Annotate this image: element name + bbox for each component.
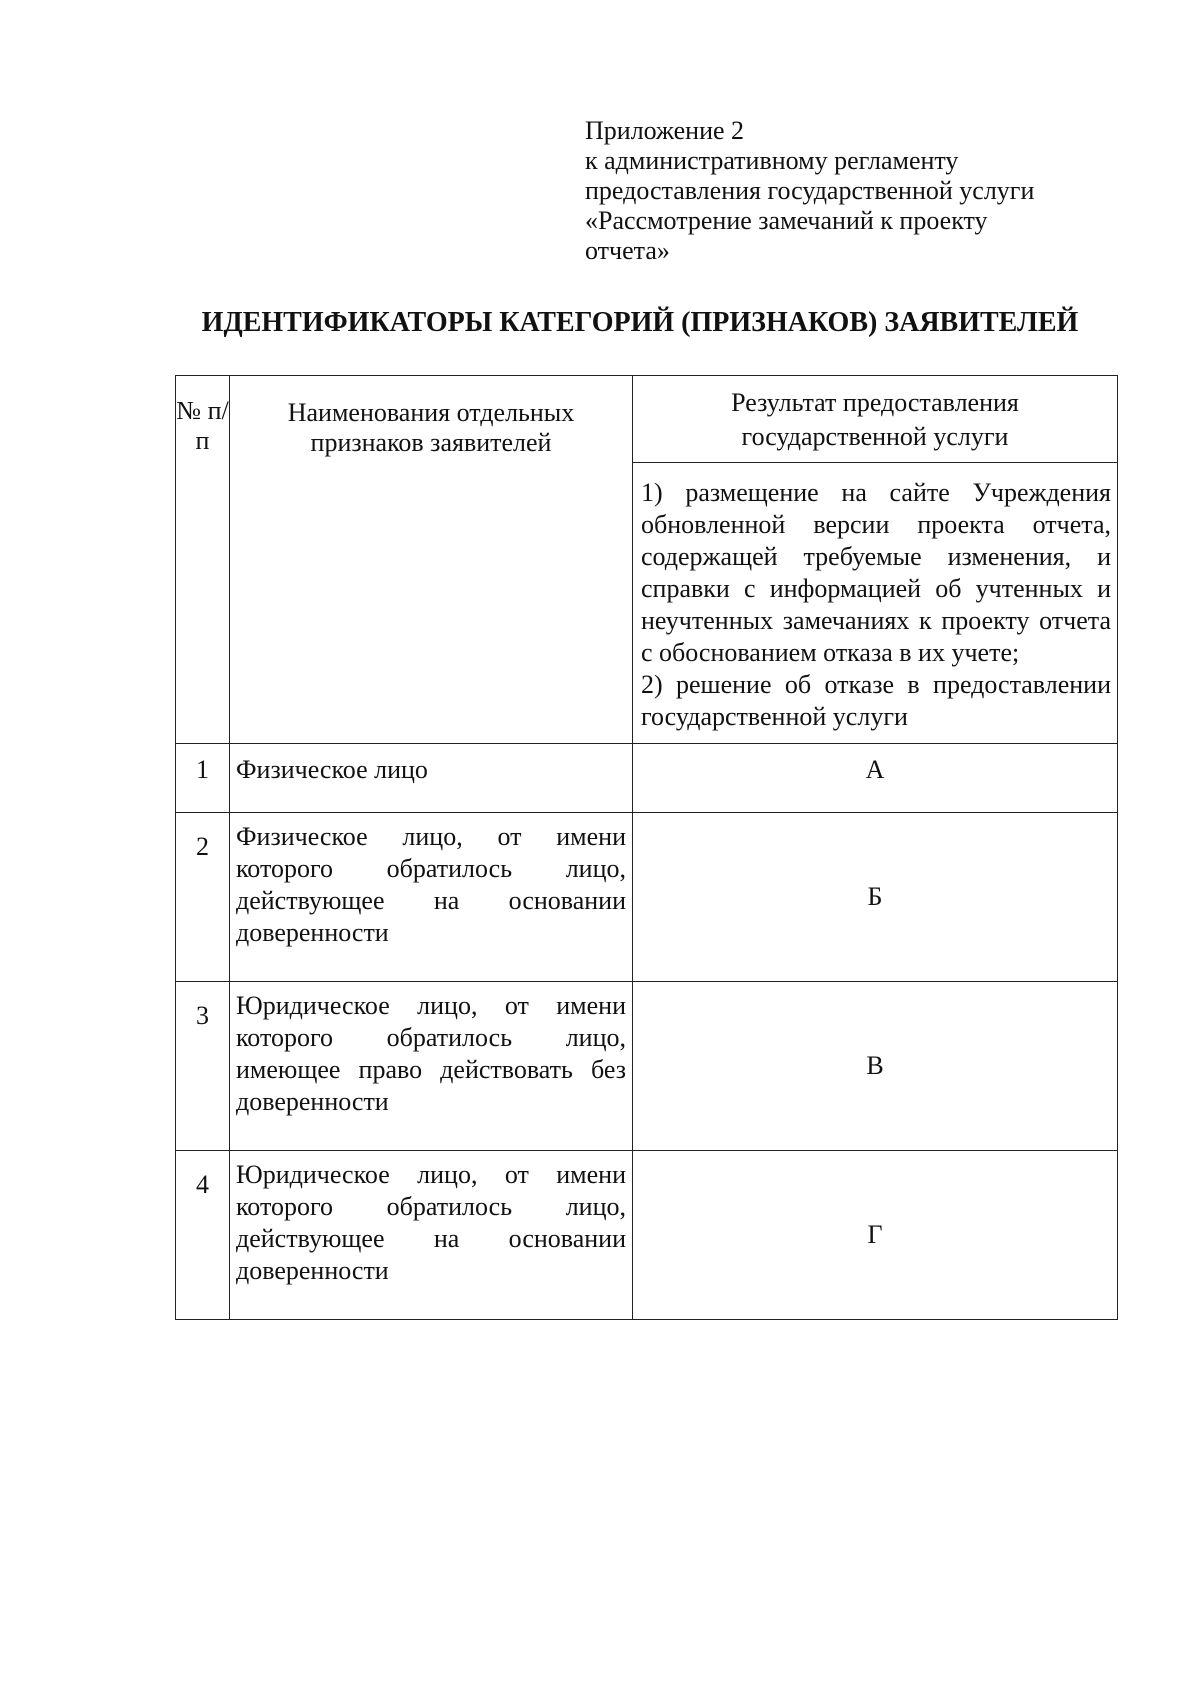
table-header-row <box>176 376 1118 463</box>
row-category: Г <box>633 1151 1118 1320</box>
row-number: 2 <box>176 813 230 982</box>
appendix-line: Приложение 2 <box>585 116 745 145</box>
row-category: А <box>633 744 1118 813</box>
result-option: 2) решение об отказе в предоставлении государственной услуги <box>641 670 1111 731</box>
appendix-header <box>585 116 1105 266</box>
appendix-line: отчета» <box>585 236 670 265</box>
row-number: 1 <box>176 744 230 813</box>
row-number: 3 <box>176 982 230 1151</box>
document-title: ИДЕНТИФИКАТОРЫ КАТЕГОРИЙ (ПРИЗНАКОВ) ЗАЯВИТЕЛЕЙ <box>201 307 1079 338</box>
header-number: № п/п <box>176 376 230 744</box>
result-option: 1) размещение на сайте Учреждения обновленной версии проекта отчета, содержащей требуемые изменения, и справки с информацией об учтенных и неучтенных замечаниях к проекту отчета с обоснованием отказа в их учете; <box>641 478 1111 667</box>
header-name: Наименования отдельных признаков заявителей <box>230 376 633 744</box>
row-name: Юридическое лицо, от имени которого обратилось лицо, действующее на основании доверенности <box>230 1151 633 1320</box>
applicant-categories-table <box>175 375 1118 1320</box>
row-category: Б <box>633 813 1118 982</box>
row-category: В <box>633 982 1118 1151</box>
table-row <box>176 1151 1118 1320</box>
table-row <box>176 982 1118 1151</box>
header-result: Результат предоставления государственной услуги <box>633 376 1118 463</box>
row-number: 4 <box>176 1151 230 1320</box>
table-row <box>176 813 1118 982</box>
table-row <box>176 744 1118 813</box>
appendix-line: предоставления государственной услуги <box>585 176 1035 205</box>
row-name: Физическое лицо <box>230 744 633 813</box>
row-name: Физическое лицо, от имени которого обратилось лицо, действующее на основании доверенности <box>230 813 633 982</box>
row-name: Юридическое лицо, от имени которого обратилось лицо, имеющее право действовать без доверенности <box>230 982 633 1151</box>
appendix-line: «Рассмотрение замечаний к проекту <box>585 206 988 235</box>
appendix-line: к административному регламенту <box>585 146 959 175</box>
result-options <box>633 463 1118 744</box>
